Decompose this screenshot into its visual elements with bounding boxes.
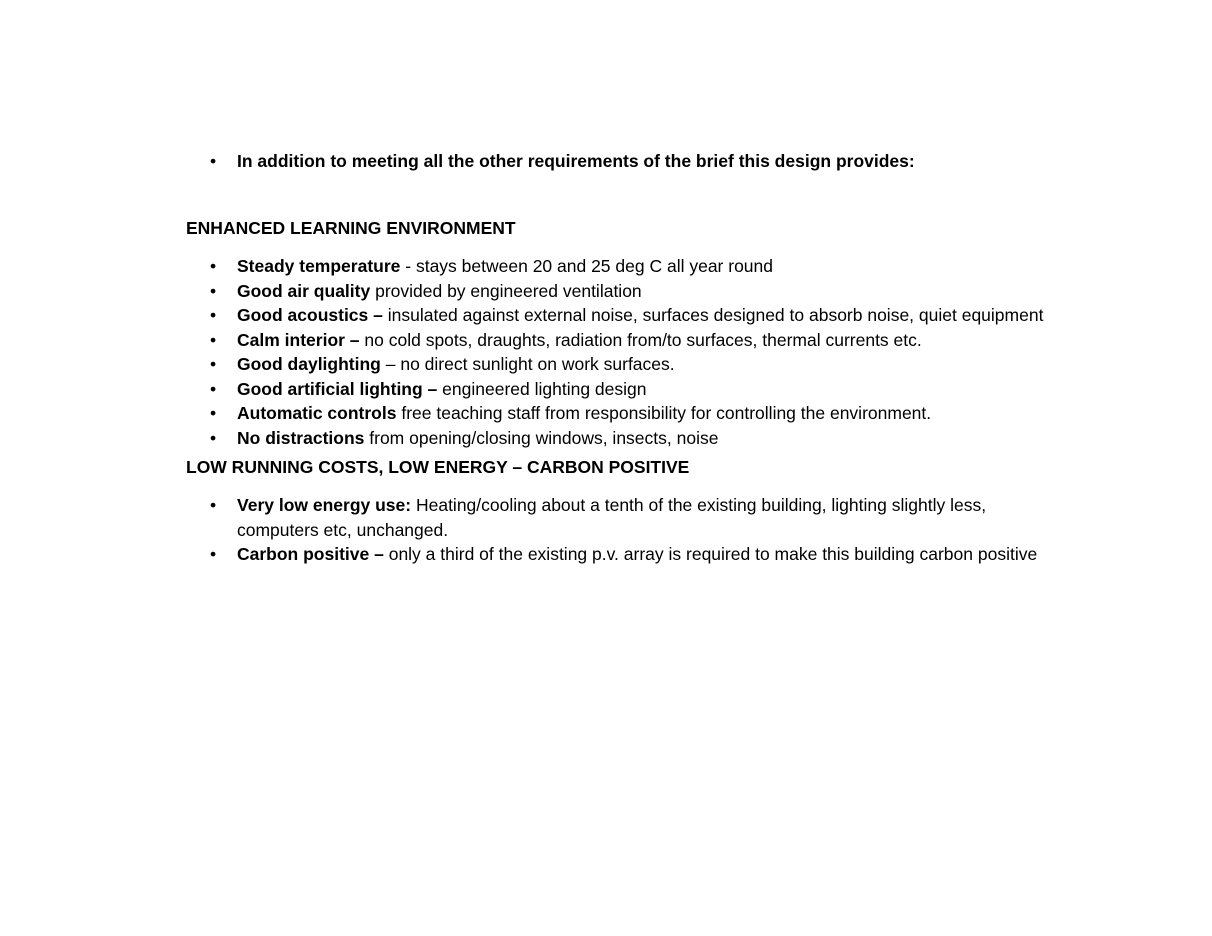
- item-description: provided by engineered ventilation: [370, 281, 642, 301]
- bullet-marker: •: [210, 354, 217, 374]
- item-description: insulated against external noise, surfaces designed to absorb noise, quiet equipment: [382, 305, 1044, 325]
- item-description: no cold spots, draughts, radiation from/to surfaces, thermal currents etc.: [359, 330, 922, 350]
- item-title: Automatic controls: [237, 403, 397, 423]
- list-item: [210, 328, 922, 353]
- item-title: Steady temperature: [237, 256, 401, 276]
- item-description-continued: computers etc, unchanged.: [237, 519, 449, 540]
- list-item: [210, 303, 1043, 328]
- item-title: Calm interior –: [237, 330, 360, 350]
- item-title: Good acoustics –: [237, 305, 383, 325]
- item-description: – no direct sunlight on work surfaces.: [380, 354, 675, 374]
- section-heading-learning: ENHANCED LEARNING ENVIRONMENT: [186, 218, 516, 238]
- item-description: only a third of the existing p.v. array is required to make this building carbon positive: [383, 544, 1038, 564]
- list-item: [210, 401, 931, 426]
- intro-item: [210, 149, 915, 174]
- list-item: [210, 377, 647, 402]
- bullet-marker: •: [210, 305, 217, 325]
- list-item: [210, 279, 642, 304]
- bullet-marker: •: [210, 495, 217, 515]
- bullet-marker: •: [210, 281, 217, 301]
- bullet-marker: •: [210, 428, 217, 448]
- list-item: [210, 542, 1037, 567]
- list-item: [210, 493, 986, 542]
- intro-text: In addition to meeting all the other requirements of the brief this design provides:: [237, 151, 915, 171]
- item-description: from opening/closing windows, insects, noise: [364, 428, 719, 448]
- bullet-marker: •: [210, 151, 217, 171]
- item-title: Good artificial lighting –: [237, 379, 438, 399]
- item-description: Heating/cooling about a tenth of the existing building, lighting slightly less,: [411, 495, 987, 515]
- item-title: Very low energy use:: [237, 495, 412, 515]
- section-heading-energy: LOW RUNNING COSTS, LOW ENERGY – CARBON POSITIVE: [186, 457, 690, 477]
- bullet-marker: •: [210, 544, 217, 564]
- bullet-marker: •: [210, 256, 217, 276]
- list-item: [210, 426, 718, 451]
- item-description: - stays between 20 and 25 deg C all year round: [400, 256, 773, 276]
- list-item: [210, 254, 773, 279]
- list-item: [210, 352, 675, 377]
- item-description: engineered lighting design: [437, 379, 647, 399]
- bullet-marker: •: [210, 379, 217, 399]
- item-title: Carbon positive –: [237, 544, 384, 564]
- bullet-marker: •: [210, 330, 217, 350]
- item-title: No distractions: [237, 428, 365, 448]
- bullet-marker: •: [210, 403, 217, 423]
- item-title: Good daylighting: [237, 354, 381, 374]
- item-title: Good air quality: [237, 281, 371, 301]
- item-description: free teaching staff from responsibility for controlling the environment.: [396, 403, 932, 423]
